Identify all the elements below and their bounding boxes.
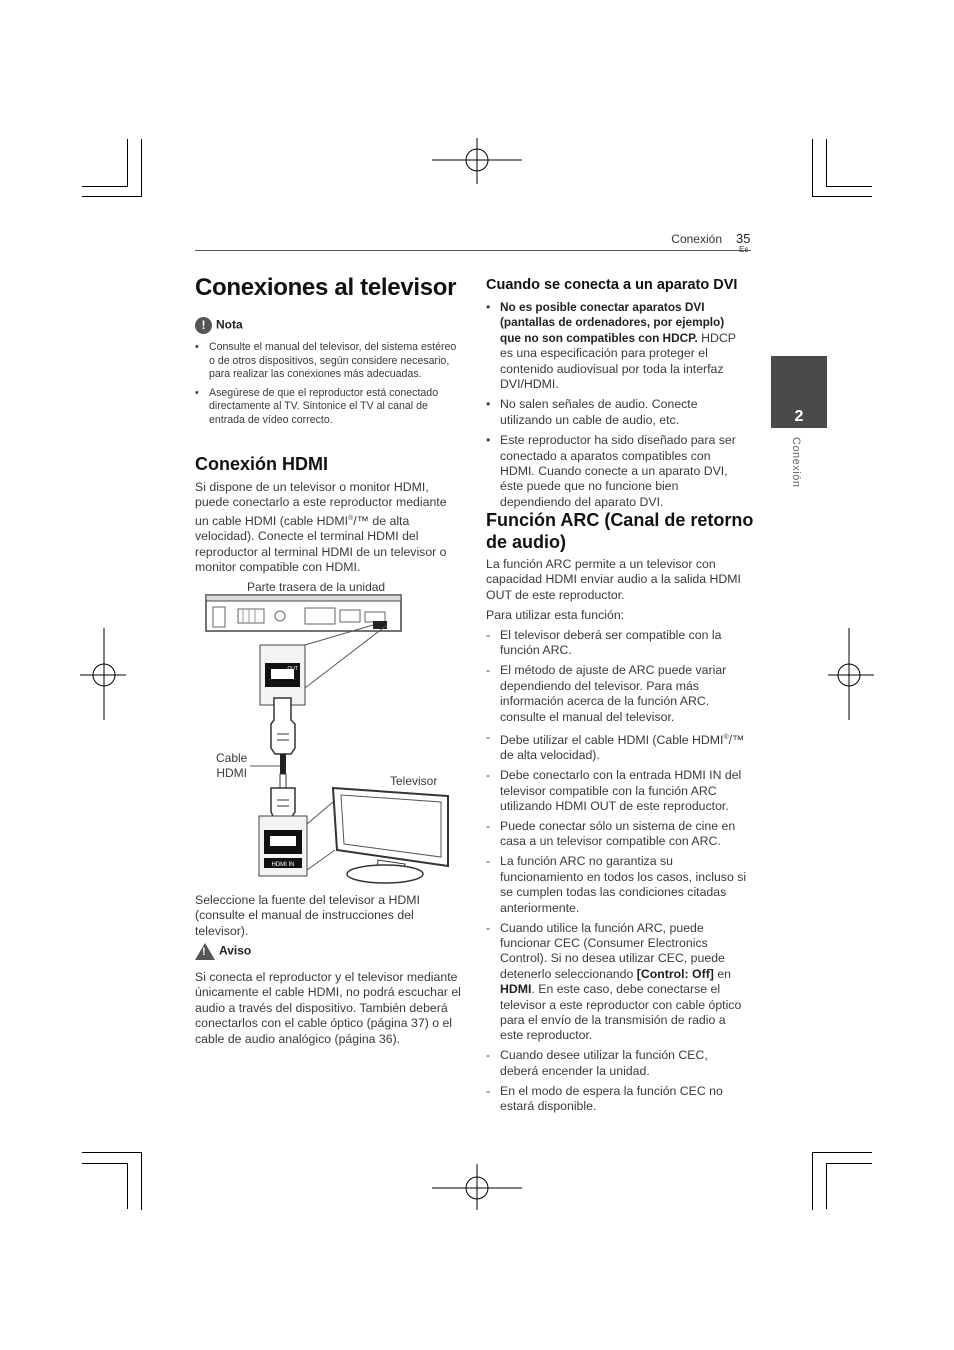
tv-label: Televisor	[390, 774, 438, 788]
hdmi-in-port	[259, 816, 307, 876]
television	[333, 788, 448, 883]
registration-target-left	[80, 628, 128, 722]
hdmi-heading: Conexión HDMI	[195, 454, 328, 474]
registration-target-right	[826, 628, 874, 722]
hdmi-out-port	[260, 645, 305, 705]
list-item: - El método de ajuste de ARC puede variar dependiendo del televisor. Para más información acerca de la función ARC. consulte el manual del televisor.	[486, 663, 748, 725]
nota-list	[195, 341, 457, 433]
hdmi-body-part1: Si dispone de un televisor o monitor HDMI, puede conectarlo a este reproductor mediante un cable HDMI (cable HDMI	[195, 480, 447, 528]
chapter-number: 2	[794, 408, 804, 425]
list-item: • Este reproductor ha sido diseñado para ser conectado a aparatos compatibles con HDMI. Cuando conecte a un aparato DVI, éste puede que no funcione bien dependiendo del aparato DVI.	[486, 433, 748, 510]
dvi-heading: Cuando se conecta a un aparato DVI	[486, 277, 738, 293]
control-off-setting: [Control: Off]	[636, 966, 714, 981]
list-item	[486, 300, 748, 392]
dvi-item1-bold: No es posible conectar aparatos DVI (pantallas de ordenadores, por ejemplo) que no son compatibles con HDCP.	[500, 300, 725, 345]
registration-target-top	[430, 138, 524, 186]
rear-panel-label: Parte trasera de la unidad	[247, 580, 386, 594]
cable-label	[216, 751, 247, 781]
list-item: • Asegúrese de que el reproductor está conectado directamente al TV. Sintonice el TV al canal de entrada de vídeo correcto.	[195, 387, 457, 428]
list-item: - Debe conectarlo con la entrada HDMI IN del televisor compatible con la función ARC utilizando HDMI OUT de este reproductor.	[486, 768, 748, 814]
port-out-label: OUT	[287, 666, 298, 672]
dvi-item1-rest: HDCP es una especificación para proteger el contenido audiovisual por toda la interfaz DVI/HDMI.	[500, 330, 736, 392]
dvi-list	[486, 300, 748, 515]
arc-intro: La función ARC permite a un televisor con capacidad HDMI enviar audio a la salida HDMI OUT de este reproductor.	[486, 557, 741, 602]
port-in-label: HDMI IN	[271, 862, 295, 868]
registered-mark: ®	[348, 514, 354, 522]
list-item: - La función ARC no garantiza su funcionamiento en todos los casos, incluso si se cumplen todas las condiciones citadas anteriormente.	[486, 854, 748, 916]
nota-heading	[195, 317, 243, 334]
nota-label: Nota	[216, 317, 243, 332]
list-item: - En el modo de espera la función CEC no estará disponible.	[486, 1084, 748, 1115]
aviso-label: Aviso	[219, 943, 252, 958]
hdmi-body-part2: /™ de alta velocidad). Conecte el terminal HDMI del reproductor al terminal HDMI de un televisor o monitor compatible con HDMI.	[195, 513, 447, 575]
header-section-name: Conexión	[671, 232, 722, 246]
exclamation-icon: !	[195, 317, 212, 334]
arc-lead: Para utilizar esta función:	[486, 608, 625, 622]
arc-item7-part1: Cuando utilice la función ARC, puede funcionar CEC (Consumer Electronics Control). Si no desea utilizar CEC, puede detenerlo seleccionando	[500, 920, 725, 981]
header-rule	[195, 250, 751, 251]
aviso-text: Si conecta el reproductor y el televisor mediante únicamente el cable HDMI, no podrá escuchar el audio a través del dispositivo. También deberá conectarlos con el cable óptico (página 37) o el cable de audio analógico (página 36).	[195, 970, 461, 1046]
arc-item7-part3: . En este caso, debe conectarse el televisor a este reproductor con cable óptico para el envío de la transmisión de radio a este reproductor.	[500, 982, 742, 1043]
arc-item3-part1: Debe utilizar el cable HDMI (Cable HDMI	[500, 732, 724, 747]
arc-heading-line1: Función ARC (Canal de retorno	[486, 510, 754, 530]
hdmi-cable	[271, 698, 295, 826]
arc-heading	[486, 509, 766, 553]
hdmi-after-diagram: Seleccione la fuente del televisor a HDMI (consulte el manual de instrucciones del televisor).	[195, 893, 420, 938]
page-title: Conexiones al televisor	[195, 274, 457, 301]
list-item: - Cuando desee utilizar la función CEC, deberá encender la unidad.	[486, 1048, 748, 1079]
list-item: • No salen señales de audio. Conecte utilizando un cable de audio, etc.	[486, 397, 748, 428]
cable-label-line2: HDMI	[216, 766, 248, 780]
warning-icon: !	[195, 943, 215, 960]
hdmi-connection-diagram	[205, 594, 455, 890]
hdmi-body	[195, 480, 460, 576]
aviso-heading	[195, 943, 251, 960]
registration-target-bottom	[430, 1164, 524, 1212]
arc-heading-line2: de audio)	[486, 532, 566, 552]
list-item: - El televisor deberá ser compatible con la función ARC.	[486, 628, 748, 659]
list-item: • Consulte el manual del televisor, del sistema estéreo o de otros dispositivos, según considere necesario, para realizar las conexiones más adecuadas.	[195, 341, 457, 382]
list-item	[486, 730, 748, 764]
arc-list	[486, 628, 748, 1119]
arc-item3-part2: /™ de alta velocidad).	[500, 732, 745, 763]
registered-mark: ®	[723, 733, 729, 741]
list-item	[486, 921, 748, 1044]
hdmi-menu-name: HDMI	[500, 982, 532, 997]
arc-item7-part2: en	[713, 966, 732, 981]
chapter-label: Conexión	[790, 437, 802, 488]
list-item: - Puede conectar sólo un sistema de cine en casa a un televisor compatible con ARC.	[486, 819, 748, 850]
cable-label-line1: Cable	[216, 751, 248, 765]
chapter-tab	[771, 356, 827, 428]
page-number: 35	[736, 231, 751, 246]
